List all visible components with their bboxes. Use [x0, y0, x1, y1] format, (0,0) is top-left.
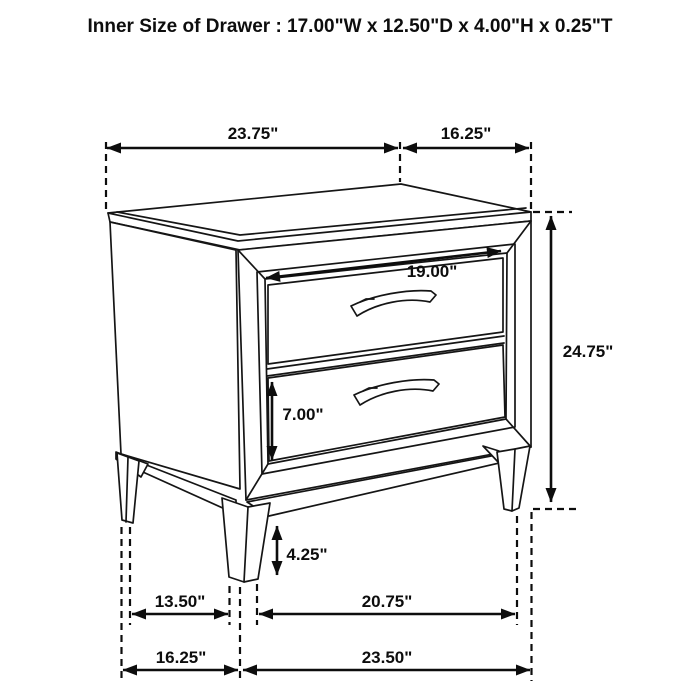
dim-top-depth-label: 16.25": [440, 124, 492, 143]
dim-top-width-label: 23.75": [227, 124, 279, 143]
back-left-leg: [117, 453, 139, 523]
dim-leg-height-label: 4.25": [286, 545, 328, 564]
side-panel: [110, 222, 240, 489]
dim-overall-depth-label: 16.25": [155, 648, 207, 667]
dim-drawer-height-label: 7.00": [282, 405, 324, 424]
dim-leg-span-width-label: 20.75": [361, 592, 413, 611]
front-leg: [222, 498, 270, 582]
dim-overall-height-label: 24.75": [562, 342, 614, 361]
nightstand-drawing: [108, 184, 531, 582]
dim-overall-width-label: 23.50": [361, 648, 413, 667]
dim-leg-span-depth-label: 13.50": [154, 592, 206, 611]
diagram-title: Inner Size of Drawer : 17.00"W x 12.50"D x 4.00"H x 0.25"T: [87, 16, 613, 37]
dim-drawer-width-label: 19.00": [406, 262, 458, 281]
right-leg: [497, 446, 530, 511]
